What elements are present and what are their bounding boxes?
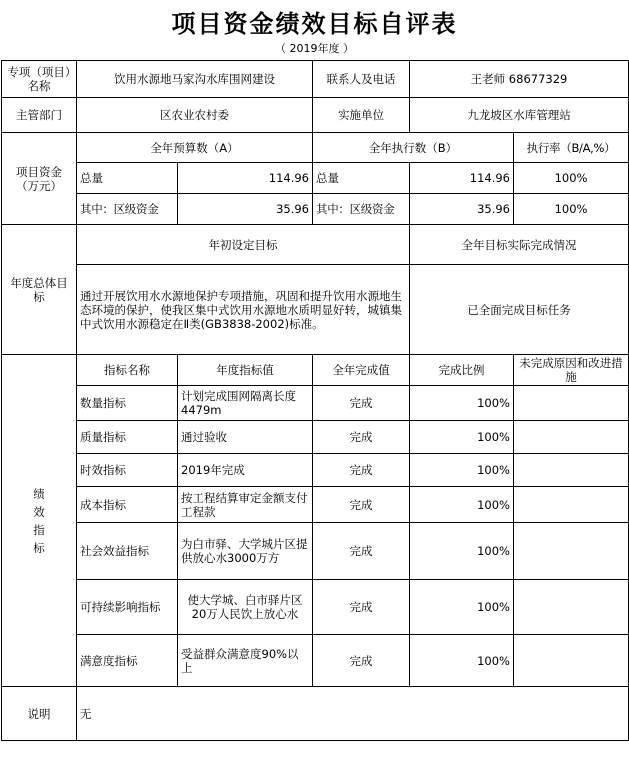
actual-goal-header: 全年目标实际完成情况	[410, 225, 629, 265]
evaluation-table	[1, 60, 629, 741]
funds-row-budget: 114.96	[178, 163, 313, 194]
indicator-actual: 完成	[313, 523, 410, 580]
plan-goal-header: 年初设定目标	[77, 225, 410, 265]
indicator-ratio: 100%	[410, 635, 514, 687]
indicator-reason	[514, 580, 629, 635]
execution-header: 全年执行数（B）	[313, 133, 514, 163]
funds-row-exec: 114.96	[410, 163, 514, 194]
indicator-actual: 完成	[313, 635, 410, 687]
project-name-label: 专项（项目）名称	[2, 61, 77, 98]
funds-row-rate: 100%	[514, 163, 629, 194]
funds-row-exec-label: 其中：区级资金	[313, 194, 410, 225]
plan-goal-text: 通过开展饮用水水源地保护专项措施，巩固和提升饮用水源地生态环境的保护，使我区集中式饮用水源地水质明显好转，城镇集中式饮用水源稳定在Ⅱ类(GB3838-2002)标准。	[77, 265, 410, 355]
indicator-header-reason: 未完成原因和改进措施	[514, 355, 629, 386]
indicator-target: 为白市驿、大学城片区提供放心水3000万方	[178, 523, 313, 580]
indicator-actual: 完成	[313, 454, 410, 487]
actual-goal-text: 已全面完成目标任务	[410, 265, 629, 355]
indicator-reason	[514, 454, 629, 487]
indicator-header-name: 指标名称	[77, 355, 178, 386]
indicator-target: 通过验收	[178, 421, 313, 454]
indicator-target: 2019年完成	[178, 454, 313, 487]
contact-label: 联系人及电话	[313, 61, 410, 98]
indicator-reason	[514, 487, 629, 523]
note-value: 无	[77, 687, 629, 741]
indicator-name: 社会效益指标	[77, 523, 178, 580]
execution-rate-header: 执行率（B/A,%）	[514, 133, 629, 163]
indicator-reason	[514, 635, 629, 687]
indicator-ratio: 100%	[410, 580, 514, 635]
indicator-actual: 完成	[313, 580, 410, 635]
funds-row-exec: 35.96	[410, 194, 514, 225]
implementing-unit-label: 实施单位	[313, 98, 410, 133]
indicators-label-text: 绩效指标	[33, 486, 45, 555]
indicator-ratio: 100%	[410, 386, 514, 421]
indicator-reason	[514, 386, 629, 421]
funds-label: 项目资金（万元）	[2, 133, 77, 225]
indicator-ratio: 100%	[410, 523, 514, 580]
page-title: 项目资金绩效目标自评表	[171, 9, 458, 38]
note-label: 说明	[2, 687, 77, 741]
implementing-unit-value: 九龙坡区水库管理站	[410, 98, 629, 133]
indicator-actual: 完成	[313, 386, 410, 421]
contact-value: 王老师 68677329	[410, 61, 629, 98]
indicator-target: 计划完成围网隔离长度4479m	[178, 386, 313, 421]
funds-row-label: 其中：区级资金	[77, 194, 178, 225]
page-subtitle: （ 2019年度 ）	[275, 42, 354, 55]
indicator-ratio: 100%	[410, 487, 514, 523]
funds-row-exec-label: 总量	[313, 163, 410, 194]
indicator-ratio: 100%	[410, 454, 514, 487]
indicator-ratio: 100%	[410, 421, 514, 454]
indicator-name: 时效指标	[77, 454, 178, 487]
indicator-name: 可持续影响指标	[77, 580, 178, 635]
indicator-target: 使大学城、白市驿片区20万人民饮上放心水	[178, 580, 313, 635]
indicator-header-actual: 全年完成值	[313, 355, 410, 386]
budget-header: 全年预算数（A）	[77, 133, 313, 163]
indicator-target: 按工程结算审定金额支付工程款	[178, 487, 313, 523]
indicator-actual: 完成	[313, 421, 410, 454]
funds-row-label: 总量	[77, 163, 178, 194]
indicator-name: 质量指标	[77, 421, 178, 454]
funds-row-budget: 35.96	[178, 194, 313, 225]
indicator-name: 成本指标	[77, 487, 178, 523]
indicators-label	[2, 355, 77, 687]
department-value: 区农业农村委	[77, 98, 313, 133]
indicator-target: 受益群众满意度90%以上	[178, 635, 313, 687]
indicator-name: 数量指标	[77, 386, 178, 421]
indicator-header-target: 年度指标值	[178, 355, 313, 386]
indicator-reason	[514, 421, 629, 454]
annual-goal-label: 年度总体目标	[2, 225, 77, 355]
project-name-value: 饮用水源地马家沟水库围网建设	[77, 61, 313, 98]
department-label: 主管部门	[2, 98, 77, 133]
indicator-name: 满意度指标	[77, 635, 178, 687]
indicator-actual: 完成	[313, 487, 410, 523]
indicator-reason	[514, 523, 629, 580]
indicator-header-ratio: 完成比例	[410, 355, 514, 386]
funds-row-rate: 100%	[514, 194, 629, 225]
